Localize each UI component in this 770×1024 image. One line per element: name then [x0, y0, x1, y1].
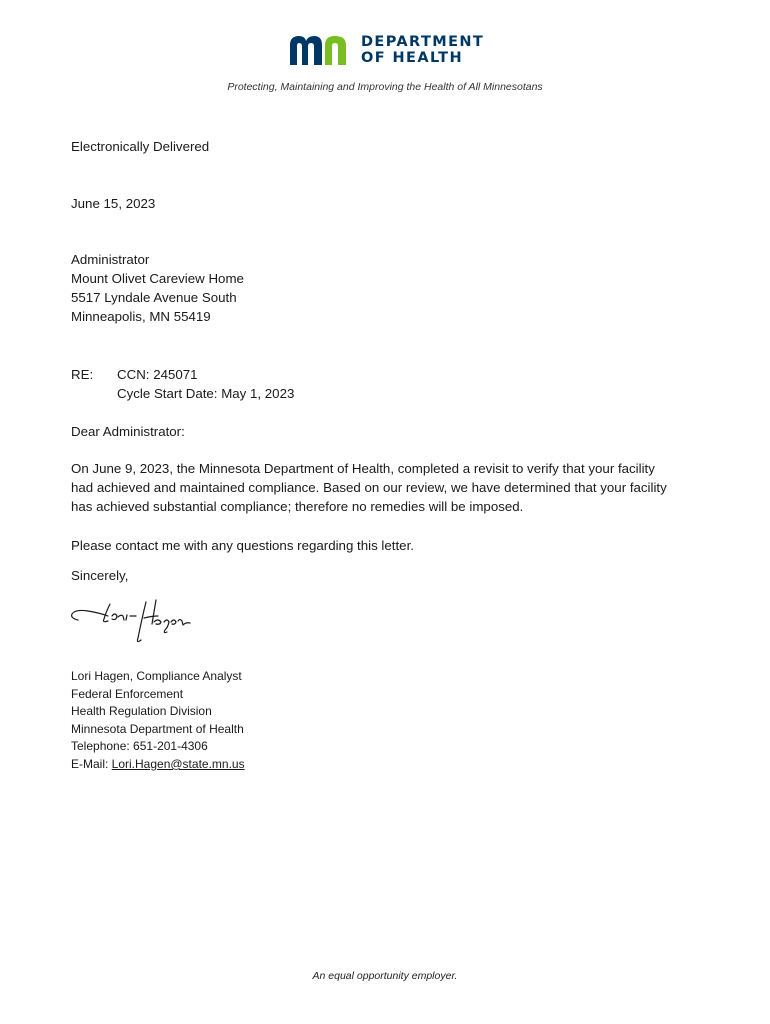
- signer-unit: Federal Enforcement: [71, 686, 184, 701]
- signer-email-line: [71, 756, 711, 774]
- logo-line-department: DEPARTMENT: [361, 34, 485, 50]
- footer-text: An equal opportunity employer.: [312, 970, 458, 982]
- recipient-line: Minneapolis, MN 55419: [71, 309, 211, 324]
- signer-division: Health Regulation Division: [71, 704, 212, 719]
- re-cycle-date: Cycle Start Date: May 1, 2023: [117, 386, 295, 401]
- signer-telephone: Telephone: 651-201-4306: [71, 739, 208, 754]
- recipient-line: Administrator: [71, 252, 150, 267]
- signature: [66, 594, 196, 650]
- re-ccn: CCN: 245071: [117, 367, 198, 382]
- delivery-method: Electronically Delivered: [71, 139, 210, 154]
- re-label: RE:: [71, 367, 94, 382]
- contact-sentence: Please contact me with any questions regarding this letter.: [71, 538, 414, 553]
- body-paragraph: [71, 459, 711, 516]
- signer-department: Minnesota Department of Health: [71, 721, 244, 736]
- re-details: [117, 365, 294, 403]
- salutation: Dear Administrator:: [71, 424, 185, 439]
- recipient-line: Mount Olivet Careview Home: [71, 271, 244, 286]
- recipient-line: 5517 Lyndale Avenue South: [71, 290, 237, 305]
- recipient-address: [71, 250, 711, 326]
- mdh-logo: [289, 33, 485, 67]
- mn-logo-icon: [289, 33, 353, 67]
- signer-name-title: Lori Hagen, Compliance Analyst: [71, 669, 242, 683]
- body-line: On June 9, 2023, the Minnesota Department of Health, completed a revisit to verify that your facility: [71, 461, 655, 476]
- email-link[interactable]: Lori.Hagen@state.mn.us: [111, 756, 245, 771]
- logo-line-of-health: OF HEALTH: [361, 50, 464, 66]
- letter-date: June 15, 2023: [71, 196, 156, 211]
- closing: Sincerely,: [71, 568, 129, 583]
- email-label: E-Mail:: [71, 756, 112, 771]
- signature-block: [71, 668, 711, 774]
- body-line: has achieved substantial compliance; therefore no remedies will be imposed.: [71, 499, 524, 514]
- body-line: had achieved and maintained compliance. Based on our review, we have determined that your facility: [71, 480, 667, 495]
- tagline: Protecting, Maintaining and Improving the Health of All Minnesotans: [227, 81, 543, 93]
